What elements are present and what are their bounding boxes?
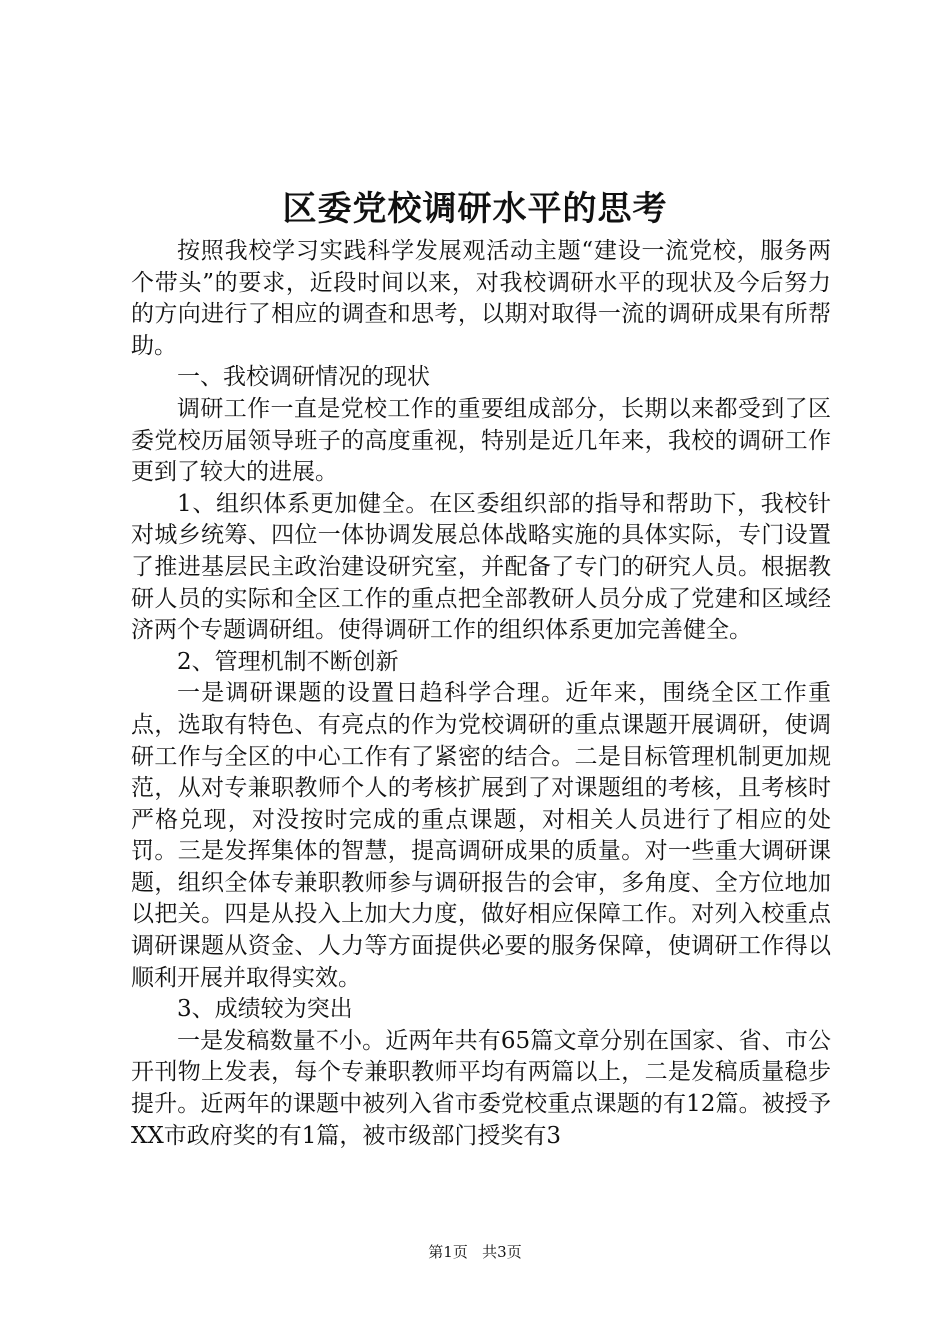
paragraph-intro: 按照我校学习实践科学发展观活动主题“建设一流党校，服务两个带头”的要求，近段时间以来，对我校调研水平的现状及今后努力的方向进行了相应的调查和思考，以期对取得一流的调研成果有所帮助。 [131, 238, 831, 359]
paragraph-management: 一是调研课题的设置日趋科学合理。近年来，围绕全区工作重点，选取有特色、有亮点的作为党校调研的重点课题开展调研，使调研工作与全区的中心工作有了紧密的结合。二是目标管理机制更加规范，从对专兼职教师个人的考核扩展到了对课题组的考核，且考核时严格兑现，对没按时完成的重点课题，对相关人员进行了相应的处罚。三是发挥集体的智慧，提高调研成果的质量。对一些重大调研课题，组织全体专兼职教师参与调研报告的会审，多角度、全方位地加以把关。四是从投入上加大力度，做好相应保障工作。对列入校重点调研课题从资金、人力等方面提供必要的服务保障，使调研工作得以顺利开展并取得实效。 [131, 680, 831, 991]
page-number: 第1页 [428, 1243, 468, 1261]
footer-separator [473, 1243, 478, 1261]
paragraph-achievements: 一是发稿数量不小。近两年共有65篇文章分别在国家、省、市公开刊物上发表，每个专兼职教师平均有两篇以上，二是发稿质量稳步提升。近两年的课题中被列入省市委党校重点课题的有12篇。被授予XX市政府奖的有1篇，被市级部门授奖有3 [131, 1027, 831, 1149]
document-body [131, 236, 831, 1152]
document-title: 区委党校调研水平的思考 [282, 189, 668, 229]
section-heading-1: 一、我校调研情况的现状 [177, 364, 430, 391]
paragraph-overview: 调研工作一直是党校工作的重要组成部分，长期以来都受到了区委党校历届领导班子的高度重视，特别是近几年来，我校的调研工作更到了较大的进展。 [131, 395, 831, 486]
subheading-management: 2、管理机制不断创新 [177, 648, 399, 675]
paragraph-organization: 1、组织体系更加健全。在区委组织部的指导和帮助下，我校针对城乡统筹、四位一体协调发展总体战略实施的具体实际，专门设置了推进基层民主政治建设研究室，并配备了专门的研究人员。根据教研人员的实际和全区工作的重点把全部教研人员分成了党建和区域经济两个专题调研组。使得调研工作的组织体系更加完善健全。 [131, 490, 831, 644]
page-footer [0, 1242, 950, 1262]
page-total: 共3页 [482, 1243, 522, 1261]
subheading-achievements: 3、成绩较为突出 [177, 996, 353, 1023]
